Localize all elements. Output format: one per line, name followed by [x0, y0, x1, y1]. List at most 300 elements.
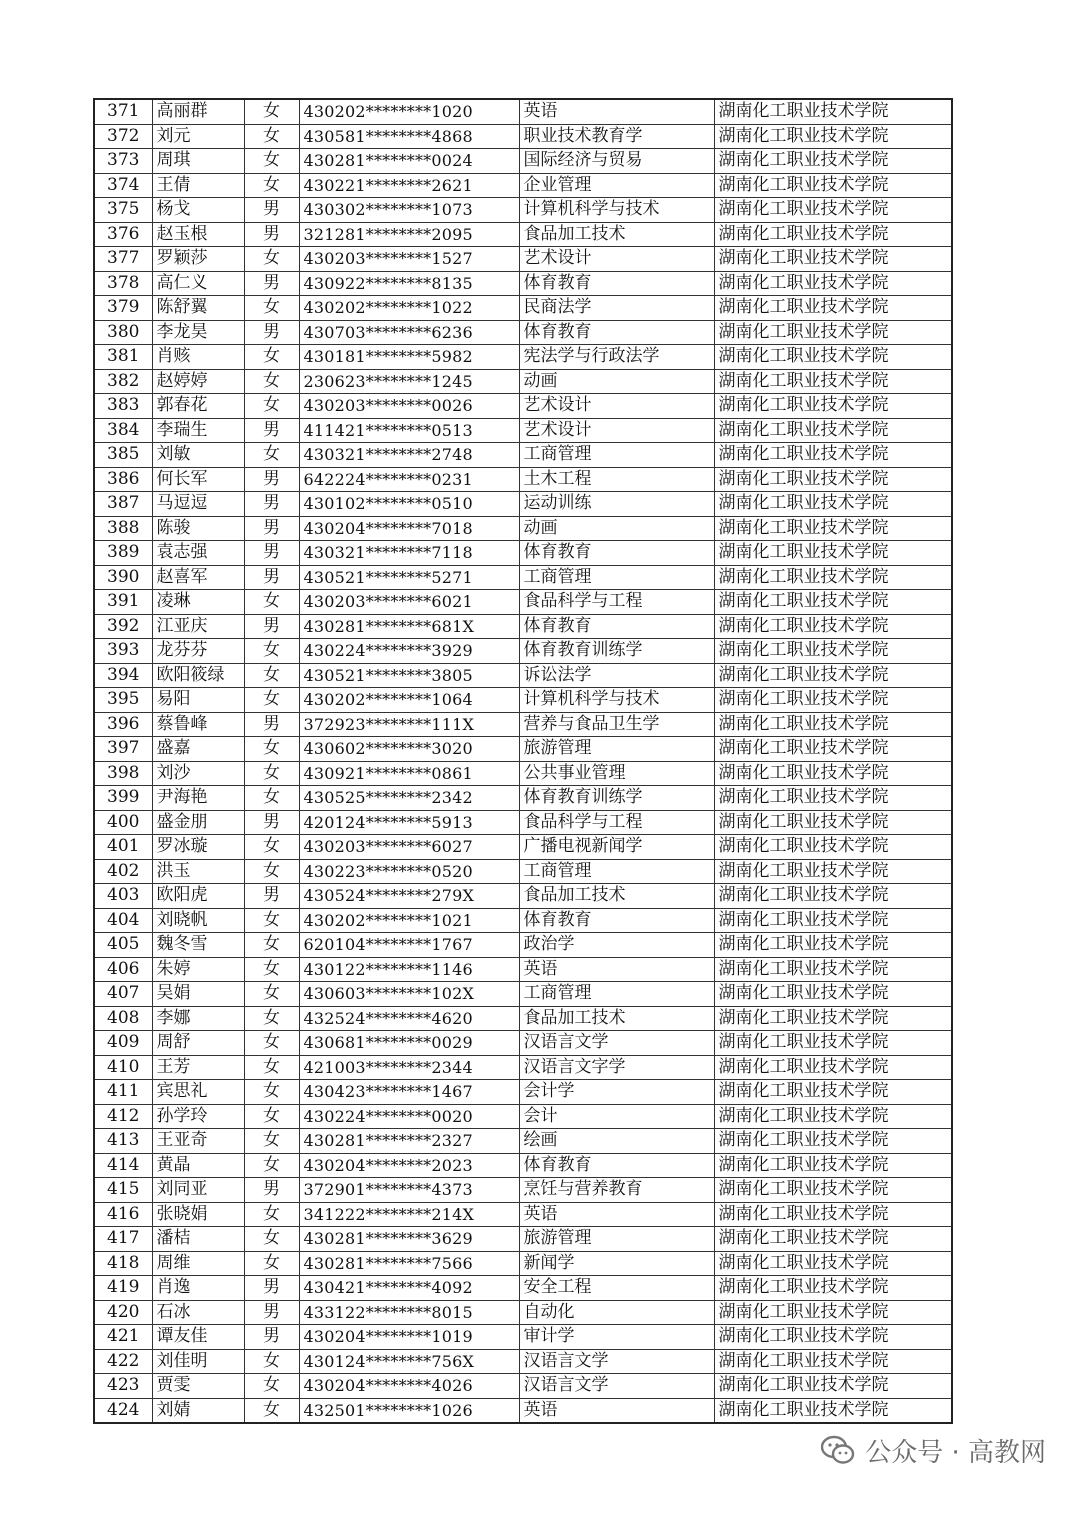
table-row	[94, 1300, 952, 1325]
student-name: 周琪	[152, 149, 244, 174]
gender: 男	[244, 320, 299, 345]
major: 国际经济与贸易	[519, 149, 714, 174]
row-number: 397	[94, 737, 152, 762]
institution: 湖南化工职业技术学院	[714, 516, 952, 541]
major: 工商管理	[519, 443, 714, 468]
gender: 女	[244, 908, 299, 933]
table-row	[94, 149, 952, 174]
id-number: 430281********7566	[299, 1251, 519, 1276]
major: 艺术设计	[519, 418, 714, 443]
id-number: 430224********3929	[299, 639, 519, 664]
institution: 湖南化工职业技术学院	[714, 222, 952, 247]
id-number: 430603********102X	[299, 982, 519, 1007]
student-name: 李娜	[152, 1006, 244, 1031]
gender: 女	[244, 859, 299, 884]
gender: 女	[244, 786, 299, 811]
table-row	[94, 1129, 952, 1154]
major: 食品科学与工程	[519, 590, 714, 615]
id-number: 430203********0026	[299, 394, 519, 419]
id-number: 430703********6236	[299, 320, 519, 345]
institution: 湖南化工职业技术学院	[714, 1349, 952, 1374]
institution: 湖南化工职业技术学院	[714, 99, 952, 124]
table-row	[94, 1178, 952, 1203]
major: 体育教育训练学	[519, 639, 714, 664]
table-row	[94, 271, 952, 296]
table-row	[94, 908, 952, 933]
row-number: 424	[94, 1398, 152, 1423]
id-number: 432501********1026	[299, 1398, 519, 1423]
student-name: 张晓娟	[152, 1202, 244, 1227]
student-name: 刘元	[152, 124, 244, 149]
table-row	[94, 222, 952, 247]
major: 英语	[519, 99, 714, 124]
table-row	[94, 1031, 952, 1056]
table-row	[94, 565, 952, 590]
row-number: 417	[94, 1227, 152, 1252]
id-number: 430281********681X	[299, 614, 519, 639]
student-name: 潘桔	[152, 1227, 244, 1252]
institution: 湖南化工职业技术学院	[714, 443, 952, 468]
gender: 女	[244, 1349, 299, 1374]
institution: 湖南化工职业技术学院	[714, 124, 952, 149]
major: 政治学	[519, 933, 714, 958]
student-name: 陈舒翼	[152, 296, 244, 321]
gender: 男	[244, 1325, 299, 1350]
row-number: 412	[94, 1104, 152, 1129]
student-name: 凌琳	[152, 590, 244, 615]
student-name: 魏冬雪	[152, 933, 244, 958]
row-number: 401	[94, 835, 152, 860]
major: 新闻学	[519, 1251, 714, 1276]
major: 体育教育	[519, 614, 714, 639]
gender: 女	[244, 1202, 299, 1227]
major: 营养与食品卫生学	[519, 712, 714, 737]
gender: 女	[244, 982, 299, 1007]
id-number: 430204********4026	[299, 1374, 519, 1399]
institution: 湖南化工职业技术学院	[714, 271, 952, 296]
id-number: 430223********0520	[299, 859, 519, 884]
gender: 女	[244, 99, 299, 124]
wechat-icon	[821, 1435, 855, 1465]
major: 体育教育训练学	[519, 786, 714, 811]
row-number: 391	[94, 590, 152, 615]
student-name: 王倩	[152, 173, 244, 198]
student-name: 尹海艳	[152, 786, 244, 811]
id-number: 433122********8015	[299, 1300, 519, 1325]
student-name: 赵喜军	[152, 565, 244, 590]
major: 公共事业管理	[519, 761, 714, 786]
table-row	[94, 467, 952, 492]
table-row	[94, 933, 952, 958]
institution: 湖南化工职业技术学院	[714, 296, 952, 321]
table-row	[94, 835, 952, 860]
table-row	[94, 639, 952, 664]
institution: 湖南化工职业技术学院	[714, 1080, 952, 1105]
institution: 湖南化工职业技术学院	[714, 418, 952, 443]
institution: 湖南化工职业技术学院	[714, 565, 952, 590]
id-number: 421003********2344	[299, 1055, 519, 1080]
gender: 女	[244, 345, 299, 370]
major: 会计	[519, 1104, 714, 1129]
institution: 湖南化工职业技术学院	[714, 884, 952, 909]
major: 审计学	[519, 1325, 714, 1350]
table-row	[94, 1055, 952, 1080]
gender: 男	[244, 222, 299, 247]
row-number: 403	[94, 884, 152, 909]
major: 体育教育	[519, 320, 714, 345]
row-number: 406	[94, 957, 152, 982]
gender: 男	[244, 418, 299, 443]
row-number: 408	[94, 1006, 152, 1031]
student-name: 马逗逗	[152, 492, 244, 517]
institution: 湖南化工职业技术学院	[714, 908, 952, 933]
row-number: 400	[94, 810, 152, 835]
student-name: 孙学玲	[152, 1104, 244, 1129]
institution: 湖南化工职业技术学院	[714, 198, 952, 223]
table-row	[94, 1251, 952, 1276]
table-row	[94, 810, 952, 835]
institution: 湖南化工职业技术学院	[714, 247, 952, 272]
table-row	[94, 786, 952, 811]
institution: 湖南化工职业技术学院	[714, 1202, 952, 1227]
gender: 男	[244, 467, 299, 492]
table-row	[94, 296, 952, 321]
table-row	[94, 541, 952, 566]
table-row	[94, 1202, 952, 1227]
major: 会计学	[519, 1080, 714, 1105]
institution: 湖南化工职业技术学院	[714, 1104, 952, 1129]
institution: 湖南化工职业技术学院	[714, 1325, 952, 1350]
institution: 湖南化工职业技术学院	[714, 492, 952, 517]
major: 旅游管理	[519, 1227, 714, 1252]
row-number: 404	[94, 908, 152, 933]
id-number: 430525********2342	[299, 786, 519, 811]
table-row	[94, 345, 952, 370]
row-number: 396	[94, 712, 152, 737]
major: 英语	[519, 1202, 714, 1227]
major: 动画	[519, 369, 714, 394]
gender: 女	[244, 247, 299, 272]
id-number: 430521********3805	[299, 663, 519, 688]
major: 自动化	[519, 1300, 714, 1325]
major: 职业技术教育学	[519, 124, 714, 149]
table-row	[94, 1080, 952, 1105]
gender: 女	[244, 663, 299, 688]
student-name: 石冰	[152, 1300, 244, 1325]
gender: 女	[244, 737, 299, 762]
institution: 湖南化工职业技术学院	[714, 1031, 952, 1056]
student-name: 宾思礼	[152, 1080, 244, 1105]
institution: 湖南化工职业技术学院	[714, 149, 952, 174]
id-number: 620104********1767	[299, 933, 519, 958]
id-number: 430203********6027	[299, 835, 519, 860]
id-number: 430202********1021	[299, 908, 519, 933]
row-number: 389	[94, 541, 152, 566]
major: 英语	[519, 957, 714, 982]
student-name: 吴娟	[152, 982, 244, 1007]
id-number: 430204********1019	[299, 1325, 519, 1350]
id-number: 230623********1245	[299, 369, 519, 394]
row-number: 420	[94, 1300, 152, 1325]
table-row	[94, 124, 952, 149]
id-number: 430204********2023	[299, 1153, 519, 1178]
major: 汉语言文字学	[519, 1055, 714, 1080]
gender: 女	[244, 173, 299, 198]
student-name: 李龙昊	[152, 320, 244, 345]
row-number: 414	[94, 1153, 152, 1178]
table-row	[94, 320, 952, 345]
student-name: 刘佳明	[152, 1349, 244, 1374]
id-number: 642224********0231	[299, 467, 519, 492]
major: 土木工程	[519, 467, 714, 492]
roster-table	[93, 98, 953, 1424]
id-number: 432524********4620	[299, 1006, 519, 1031]
row-number: 385	[94, 443, 152, 468]
student-name: 洪玉	[152, 859, 244, 884]
gender: 女	[244, 590, 299, 615]
major: 工商管理	[519, 565, 714, 590]
gender: 女	[244, 1398, 299, 1423]
gender: 男	[244, 516, 299, 541]
table-row	[94, 394, 952, 419]
gender: 女	[244, 688, 299, 713]
row-number: 423	[94, 1374, 152, 1399]
gender: 女	[244, 1129, 299, 1154]
institution: 湖南化工职业技术学院	[714, 663, 952, 688]
id-number: 420124********5913	[299, 810, 519, 835]
id-number: 430321********2748	[299, 443, 519, 468]
student-name: 王芳	[152, 1055, 244, 1080]
student-name: 高丽群	[152, 99, 244, 124]
table-row	[94, 418, 952, 443]
row-number: 374	[94, 173, 152, 198]
major: 工商管理	[519, 982, 714, 1007]
id-number: 430202********1064	[299, 688, 519, 713]
id-number: 430224********0020	[299, 1104, 519, 1129]
gender: 男	[244, 1300, 299, 1325]
id-number: 430281********3629	[299, 1227, 519, 1252]
row-number: 388	[94, 516, 152, 541]
institution: 湖南化工职业技术学院	[714, 957, 952, 982]
major: 旅游管理	[519, 737, 714, 762]
row-number: 393	[94, 639, 152, 664]
gender: 男	[244, 198, 299, 223]
major: 食品加工技术	[519, 222, 714, 247]
major: 动画	[519, 516, 714, 541]
major: 体育教育	[519, 271, 714, 296]
major: 艺术设计	[519, 247, 714, 272]
student-name: 易阳	[152, 688, 244, 713]
major: 诉讼法学	[519, 663, 714, 688]
student-name: 龙芬芬	[152, 639, 244, 664]
student-name: 周舒	[152, 1031, 244, 1056]
gender: 女	[244, 443, 299, 468]
row-number: 398	[94, 761, 152, 786]
major: 绘画	[519, 1129, 714, 1154]
id-number: 430681********0029	[299, 1031, 519, 1056]
id-number: 430202********1022	[299, 296, 519, 321]
major: 英语	[519, 1398, 714, 1423]
institution: 湖南化工职业技术学院	[714, 1129, 952, 1154]
gender: 男	[244, 810, 299, 835]
major: 工商管理	[519, 859, 714, 884]
table-row	[94, 1325, 952, 1350]
id-number: 430524********279X	[299, 884, 519, 909]
row-number: 409	[94, 1031, 152, 1056]
row-number: 381	[94, 345, 152, 370]
institution: 湖南化工职业技术学院	[714, 467, 952, 492]
institution: 湖南化工职业技术学院	[714, 688, 952, 713]
table-row	[94, 1227, 952, 1252]
id-number: 430922********8135	[299, 271, 519, 296]
student-name: 罗颖莎	[152, 247, 244, 272]
major: 企业管理	[519, 173, 714, 198]
student-name: 陈骏	[152, 516, 244, 541]
gender: 男	[244, 541, 299, 566]
major: 广播电视新闻学	[519, 835, 714, 860]
row-number: 415	[94, 1178, 152, 1203]
id-number: 430102********0510	[299, 492, 519, 517]
student-name: 赵玉根	[152, 222, 244, 247]
row-number: 382	[94, 369, 152, 394]
id-number: 430281********2327	[299, 1129, 519, 1154]
student-name: 欧阳虎	[152, 884, 244, 909]
institution: 湖南化工职业技术学院	[714, 786, 952, 811]
table-row	[94, 663, 952, 688]
institution: 湖南化工职业技术学院	[714, 1251, 952, 1276]
gender: 女	[244, 1227, 299, 1252]
table-row	[94, 712, 952, 737]
institution: 湖南化工职业技术学院	[714, 345, 952, 370]
gender: 女	[244, 1080, 299, 1105]
institution: 湖南化工职业技术学院	[714, 394, 952, 419]
student-name: 江亚庆	[152, 614, 244, 639]
major: 汉语言文学	[519, 1349, 714, 1374]
institution: 湖南化工职业技术学院	[714, 541, 952, 566]
gender: 男	[244, 565, 299, 590]
major: 民商法学	[519, 296, 714, 321]
id-number: 430122********1146	[299, 957, 519, 982]
student-name: 袁志强	[152, 541, 244, 566]
row-number: 421	[94, 1325, 152, 1350]
table-row	[94, 369, 952, 394]
gender: 女	[244, 1374, 299, 1399]
gender: 男	[244, 712, 299, 737]
id-number: 430321********7118	[299, 541, 519, 566]
institution: 湖南化工职业技术学院	[714, 810, 952, 835]
student-name: 欧阳筱绿	[152, 663, 244, 688]
student-name: 赵婷婷	[152, 369, 244, 394]
row-number: 407	[94, 982, 152, 1007]
row-number: 416	[94, 1202, 152, 1227]
student-name: 谭友佳	[152, 1325, 244, 1350]
major: 食品加工技术	[519, 884, 714, 909]
watermark-text: 公众号 · 高教网	[865, 1437, 1046, 1468]
id-number: 430203********6021	[299, 590, 519, 615]
row-number: 392	[94, 614, 152, 639]
table-row	[94, 859, 952, 884]
gender: 女	[244, 296, 299, 321]
gender: 女	[244, 149, 299, 174]
institution: 湖南化工职业技术学院	[714, 173, 952, 198]
gender: 男	[244, 1276, 299, 1301]
table-row	[94, 688, 952, 713]
student-name: 刘同亚	[152, 1178, 244, 1203]
roster-body	[94, 99, 952, 1423]
student-name: 刘晓帆	[152, 908, 244, 933]
id-number: 411421********0513	[299, 418, 519, 443]
id-number: 430202********1020	[299, 99, 519, 124]
institution: 湖南化工职业技术学院	[714, 835, 952, 860]
row-number: 376	[94, 222, 152, 247]
institution: 湖南化工职业技术学院	[714, 1300, 952, 1325]
id-number: 372923********111X	[299, 712, 519, 737]
institution: 湖南化工职业技术学院	[714, 1374, 952, 1399]
id-number: 430204********7018	[299, 516, 519, 541]
student-name: 杨戈	[152, 198, 244, 223]
institution: 湖南化工职业技术学院	[714, 639, 952, 664]
institution: 湖南化工职业技术学院	[714, 369, 952, 394]
gender: 女	[244, 835, 299, 860]
student-name: 盛嘉	[152, 737, 244, 762]
id-number: 430124********756X	[299, 1349, 519, 1374]
student-name: 肖赅	[152, 345, 244, 370]
row-number: 371	[94, 99, 152, 124]
table-row	[94, 614, 952, 639]
id-number: 430181********5982	[299, 345, 519, 370]
major: 食品科学与工程	[519, 810, 714, 835]
gender: 男	[244, 884, 299, 909]
institution: 湖南化工职业技术学院	[714, 1055, 952, 1080]
major: 汉语言文学	[519, 1374, 714, 1399]
table-row	[94, 1276, 952, 1301]
id-number: 430602********3020	[299, 737, 519, 762]
student-name: 刘沙	[152, 761, 244, 786]
table-row	[94, 516, 952, 541]
institution: 湖南化工职业技术学院	[714, 1153, 952, 1178]
row-number: 384	[94, 418, 152, 443]
institution: 湖南化工职业技术学院	[714, 933, 952, 958]
table-row	[94, 590, 952, 615]
table-row	[94, 1104, 952, 1129]
watermark	[821, 1430, 1046, 1470]
major: 体育教育	[519, 908, 714, 933]
id-number: 430221********2621	[299, 173, 519, 198]
id-number: 430421********4092	[299, 1276, 519, 1301]
major: 体育教育	[519, 541, 714, 566]
table-row	[94, 957, 952, 982]
row-number: 422	[94, 1349, 152, 1374]
gender: 女	[244, 1031, 299, 1056]
gender: 女	[244, 761, 299, 786]
table-row	[94, 1006, 952, 1031]
major: 计算机科学与技术	[519, 198, 714, 223]
row-number: 375	[94, 198, 152, 223]
institution: 湖南化工职业技术学院	[714, 737, 952, 762]
id-number: 430423********1467	[299, 1080, 519, 1105]
row-number: 377	[94, 247, 152, 272]
student-name: 刘敏	[152, 443, 244, 468]
row-number: 387	[94, 492, 152, 517]
gender: 女	[244, 1153, 299, 1178]
major: 计算机科学与技术	[519, 688, 714, 713]
major: 艺术设计	[519, 394, 714, 419]
gender: 女	[244, 933, 299, 958]
row-number: 379	[94, 296, 152, 321]
gender: 男	[244, 1178, 299, 1203]
student-name: 盛金朋	[152, 810, 244, 835]
row-number: 410	[94, 1055, 152, 1080]
